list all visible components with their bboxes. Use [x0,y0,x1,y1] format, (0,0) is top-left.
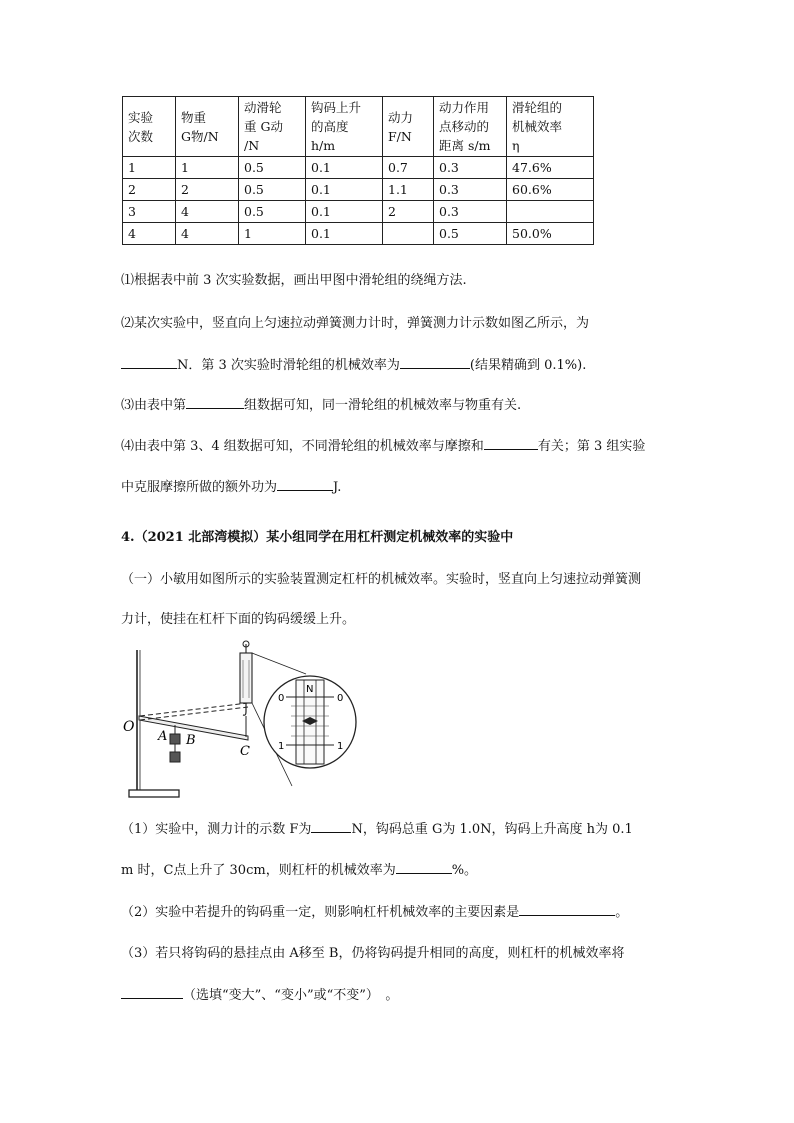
table-cell: 2 [176,179,239,201]
answer-blank[interactable] [277,478,333,491]
label-o: O [123,719,135,735]
scale-hook [243,703,246,715]
table-cell: 0.5 [239,201,306,223]
table-cell: 0.3 [434,201,507,223]
table-cell: 47.6% [507,157,594,179]
sub-question-2: （2）实验中若提升的钩码重一定，则影响杠杆机械效率的主要因素是 。 [121,905,629,920]
table-cell: 1 [123,157,176,179]
question-4-line-2: 中克服摩擦所做的额外功为 J. [121,480,342,495]
problem-4-title: 4.（2021 北部湾模拟）某小组同学在用杠杆测定机械效率的实验中 [121,530,514,545]
hook-weight-lower [170,752,180,762]
answer-blank[interactable] [400,356,470,369]
question-2-line-2: N．第 3 次实验时滑轮组的机械效率为 (结果精确到 0.1%). [121,356,586,375]
table-cell: 2 [123,179,176,201]
answer-blank[interactable] [396,861,452,874]
data-table [122,96,594,245]
question-4-line-1: ⑷由表中第 3、4 组数据可知，不同滑轮组的机械效率与摩擦和 有关；第 3 组实验 [121,439,646,454]
header-cell: 动滑轮 重 G动 /N [239,97,306,157]
table-header-row [123,97,594,157]
sub-question-1-line-1: （1）实验中，测力计的示数 F为 N，钩码总重 G为 1.0N，钩码上升高度 h为 0.1 [121,822,633,837]
answer-blank[interactable] [484,437,538,450]
table-cell: 0.1 [306,157,383,179]
question-1: ⑴根据表中前 3 次实验数据，画出甲图中滑轮组的绕绳方法. [121,273,467,288]
table-row [123,179,594,201]
spring-scale [240,653,252,703]
sub-question-3-line-2: （选填“变大”、“变小”或“不变”） 。 [121,986,398,1005]
header-cell: 动力 F/N [383,97,434,157]
question-2-line-1: ⑵某次实验中，竖直向上匀速拉动弹簧测力计时，弹簧测力计示数如图乙所示，为 [121,316,590,331]
answer-blank[interactable] [311,820,351,833]
table-cell: 0.5 [434,223,507,245]
label-c: C [240,744,250,759]
unit-label: N [306,684,314,695]
header-cell: 滑轮组的 机械效率 η [507,97,594,157]
answer-blank[interactable] [186,396,244,409]
table-cell: 0.1 [306,201,383,223]
table-cell: 0.1 [306,179,383,201]
table-cell: 60.6% [507,179,594,201]
table-cell: 1 [239,223,306,245]
stand-base [129,790,179,797]
scale-one-right: 1 [337,741,344,752]
table-row [123,223,594,245]
table-cell: 3 [123,201,176,223]
table-cell: 50.0% [507,223,594,245]
label-b: B [186,733,196,748]
raised-lever-line [140,703,248,716]
header-cell: 钩码上升 的高度 h/m [306,97,383,157]
hook-weight-upper [170,734,180,744]
problem-4-intro-line-1: （一）小敏用如图所示的实验装置测定杠杆的机械效率。实验时，竖直向上匀速拉动弹簧测 [121,572,642,587]
table-row [123,157,594,179]
table-cell [507,201,594,223]
table-cell: 4 [176,201,239,223]
label-a: A [158,729,168,744]
scale-zero-left: 0 [278,693,285,704]
answer-blank[interactable] [519,903,615,916]
table-cell: 4 [176,223,239,245]
table-cell: 1 [176,157,239,179]
header-cell: 物重 G物/N [176,97,239,157]
table-cell: 0.3 [434,157,507,179]
header-cell: 实验 次数 [123,97,176,157]
answer-blank[interactable] [121,356,177,369]
table-cell: 2 [383,201,434,223]
scale-one-left: 1 [278,741,285,752]
table-cell: 0.1 [306,223,383,245]
header-cell: 动力作用 点移动的 距离 s/m [434,97,507,157]
scale-zero-right: 0 [337,693,344,704]
lever-apparatus-figure [118,640,368,806]
table-cell: 0.7 [383,157,434,179]
table-cell [383,223,434,245]
table-cell: 4 [123,223,176,245]
table-cell: 0.5 [239,157,306,179]
question-3: ⑶由表中第 组数据可知，同一滑轮组的机械效率与物重有关. [121,398,522,413]
problem-4-intro-line-2: 力计，使挂在杠杆下面的钩码缓缓上升。 [121,612,356,627]
table-row [123,201,594,223]
table-cell: 1.1 [383,179,434,201]
sub-question-1-line-2: m 时，C点上升了 30cm，则杠杆的机械效率为 %。 [121,863,478,878]
sub-question-3-line-1: （3）若只将钩码的悬挂点由 A移至 B，仍将钩码提升相同的高度，则杠杆的机械效率将 [121,946,625,961]
table-cell: 0.3 [434,179,507,201]
table-cell: 0.5 [239,179,306,201]
answer-blank[interactable] [121,986,183,999]
